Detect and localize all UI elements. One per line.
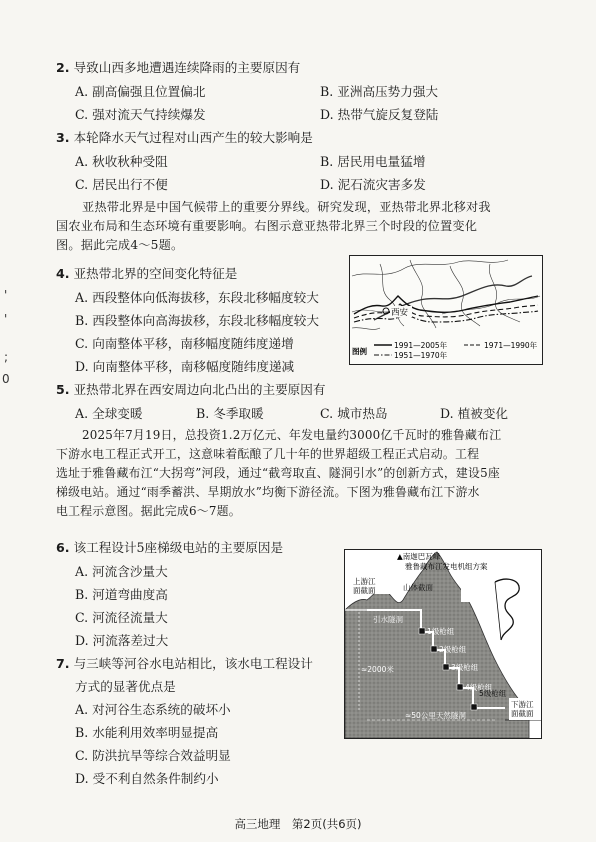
option-d[interactable]: D. 河流落差过大 bbox=[75, 633, 169, 648]
paragraph-line: 梯级电站。通过“雨季蓄洪、旱期放水”均衡下游径流。下图为雅鲁藏布江下游水 bbox=[56, 485, 480, 499]
tunnel-label: 引水隧洞 bbox=[373, 615, 403, 624]
option-c[interactable]: C. 居民出行不便 bbox=[75, 177, 168, 192]
option-a[interactable]: A. 西段整体向低海拔移，东段北移幅度较大 bbox=[75, 290, 319, 305]
option-b[interactable]: B. 西段整体向高海拔移，东段北移幅度较大 bbox=[75, 313, 319, 328]
peak-label: ▲南迦巴瓦峰 bbox=[397, 552, 441, 561]
option-a[interactable]: A. 对河谷生态系统的破坏小 bbox=[75, 702, 231, 717]
diagram-svg bbox=[345, 550, 541, 738]
option-c[interactable]: C. 强对流天气持续爆发 bbox=[75, 107, 206, 122]
legend-label: 1971—1990年 bbox=[484, 341, 538, 350]
unit-5-marker bbox=[471, 704, 477, 710]
unit-4-marker bbox=[457, 684, 463, 690]
paragraph-line: 选址于雅鲁藏布江“大拐弯”河段，通过“截弯取直、隧洞引水”的创新方式，建设5座 bbox=[56, 466, 500, 480]
option-d[interactable]: D. 植被变化 bbox=[440, 406, 509, 421]
page-footer: 高三地理 第2页(共6页) bbox=[234, 817, 362, 831]
unit-3-label: 3级枪组 bbox=[451, 663, 479, 672]
question-text: 本轮降水天气过程对山西产生的较大影响是 bbox=[73, 130, 313, 145]
legend-label: 1991—2005年 bbox=[394, 341, 448, 350]
unit-2-label: 2级枪组 bbox=[439, 645, 467, 654]
unit-2-marker bbox=[431, 646, 437, 652]
option-b[interactable]: B. 河道弯曲度高 bbox=[75, 587, 168, 602]
option-c[interactable]: C. 河流径流量大 bbox=[75, 610, 168, 625]
question-text: 亚热带北界的空间变化特征是 bbox=[73, 266, 238, 281]
margin-mark: ' bbox=[4, 312, 8, 326]
question-number: 2. bbox=[56, 60, 70, 75]
paragraph-line: 亚热带北界是中国气候带上的重要分界线。研究发现，亚热带北界北移对我 bbox=[82, 200, 491, 214]
height-label: ≈2000米 bbox=[361, 665, 394, 674]
question-4-stem bbox=[56, 266, 237, 282]
option-b[interactable]: B. 冬季取暖 bbox=[196, 406, 264, 421]
question-7-stem-continued: 方式的显著优点是 bbox=[75, 679, 176, 694]
option-b[interactable]: B. 亚洲高压势力强大 bbox=[320, 84, 439, 99]
plan-label: 雅鲁藏布江发电机组方案 bbox=[405, 562, 488, 571]
unit-3-marker bbox=[443, 664, 449, 670]
subtropical-boundary-map bbox=[349, 255, 543, 365]
upstream-label-line1: 上游江 bbox=[353, 577, 376, 586]
paragraph-line: 国农业布局和生态环境有重要影响。右图示意亚热带北界三个时段的位置变化 bbox=[56, 219, 478, 233]
option-a[interactable]: A. 秋收秋种受阻 bbox=[75, 154, 168, 169]
downstream-label-line1: 下游江 bbox=[511, 700, 534, 709]
paragraph-line: 图。据此完成4～5题。 bbox=[56, 238, 184, 252]
intro-paragraph-hydropower bbox=[56, 426, 556, 521]
option-d[interactable]: D. 受不利自然条件制约小 bbox=[75, 771, 219, 786]
upstream-label-line2: 面截面 bbox=[353, 586, 376, 595]
option-a[interactable]: A. 全球变暖 bbox=[75, 406, 143, 421]
question-number: 4. bbox=[56, 266, 70, 281]
margin-mark: 0 bbox=[2, 372, 10, 386]
option-d[interactable]: D. 向南整体平移，南移幅度随纬度递减 bbox=[75, 359, 295, 374]
option-b[interactable]: B. 水能利用效率明显提高 bbox=[75, 725, 219, 740]
question-7-stem bbox=[56, 656, 313, 672]
question-text: 该工程设计5座梯级电站的主要原因是 bbox=[73, 540, 284, 555]
downstream-label-line2: 面截面 bbox=[511, 709, 534, 718]
map-svg bbox=[350, 256, 542, 364]
option-c[interactable]: C. 防洪抗旱等综合效益明显 bbox=[75, 748, 231, 763]
mountain-label: 山体截面 bbox=[403, 583, 433, 592]
unit-1-marker bbox=[419, 628, 425, 634]
option-a[interactable]: A. 副高偏强且位置偏北 bbox=[75, 84, 206, 99]
question-3-stem bbox=[56, 130, 313, 146]
city-label-xian: 西安 bbox=[391, 308, 409, 318]
question-text: 与三峡等河谷水电站相比，该水电工程设计 bbox=[73, 656, 313, 671]
question-6-stem bbox=[56, 540, 283, 556]
option-c[interactable]: C. 向南整体平移，南移幅度随纬度递增 bbox=[75, 336, 294, 351]
margin-mark: ; bbox=[4, 350, 9, 364]
paragraph-line: 电工程示意图。据此完成6～7题。 bbox=[56, 504, 241, 518]
question-number: 3. bbox=[56, 130, 70, 145]
unit-1-label: 1级枪组 bbox=[427, 627, 455, 636]
margin-mark: ' bbox=[4, 288, 8, 302]
hydropower-diagram bbox=[344, 549, 542, 739]
legend-label: 1951—1970年 bbox=[394, 351, 448, 360]
paragraph-line: 2025年7月19日，总投资1.2万亿元、年发电量约3000亿千瓦时的雅鲁藏布江 bbox=[82, 428, 502, 442]
question-number: 7. bbox=[56, 656, 70, 671]
question-number: 5. bbox=[56, 382, 70, 397]
paragraph-line: 下游水电工程正式开工，这意味着酝酿了几十年的世界超级工程正式启动。工程 bbox=[56, 447, 480, 461]
plan-area bbox=[461, 550, 541, 602]
distance-label: ≈50公里天然隧洞 bbox=[405, 711, 466, 720]
option-c[interactable]: C. 城市热岛 bbox=[320, 406, 388, 421]
unit-5-label: 5级枪组 bbox=[479, 689, 507, 698]
unit-4-label: 4级枪组 bbox=[465, 683, 493, 692]
question-2-stem bbox=[56, 60, 300, 76]
question-text: 亚热带北界在西安周边向北凸出的主要原因有 bbox=[73, 382, 326, 397]
option-b[interactable]: B. 居民用电量猛增 bbox=[320, 154, 426, 169]
intro-paragraph-subtropical bbox=[56, 198, 548, 255]
question-text: 导致山西多地遭遇连续降雨的主要原因有 bbox=[73, 60, 301, 75]
option-d[interactable]: D. 热带气旋反复登陆 bbox=[320, 107, 439, 122]
option-a[interactable]: A. 河流含沙量大 bbox=[75, 564, 168, 579]
question-5-stem bbox=[56, 382, 325, 398]
question-number: 6. bbox=[56, 540, 70, 555]
option-d[interactable]: D. 泥石流灾害多发 bbox=[320, 177, 426, 192]
legend-title: 图例 bbox=[352, 347, 367, 356]
